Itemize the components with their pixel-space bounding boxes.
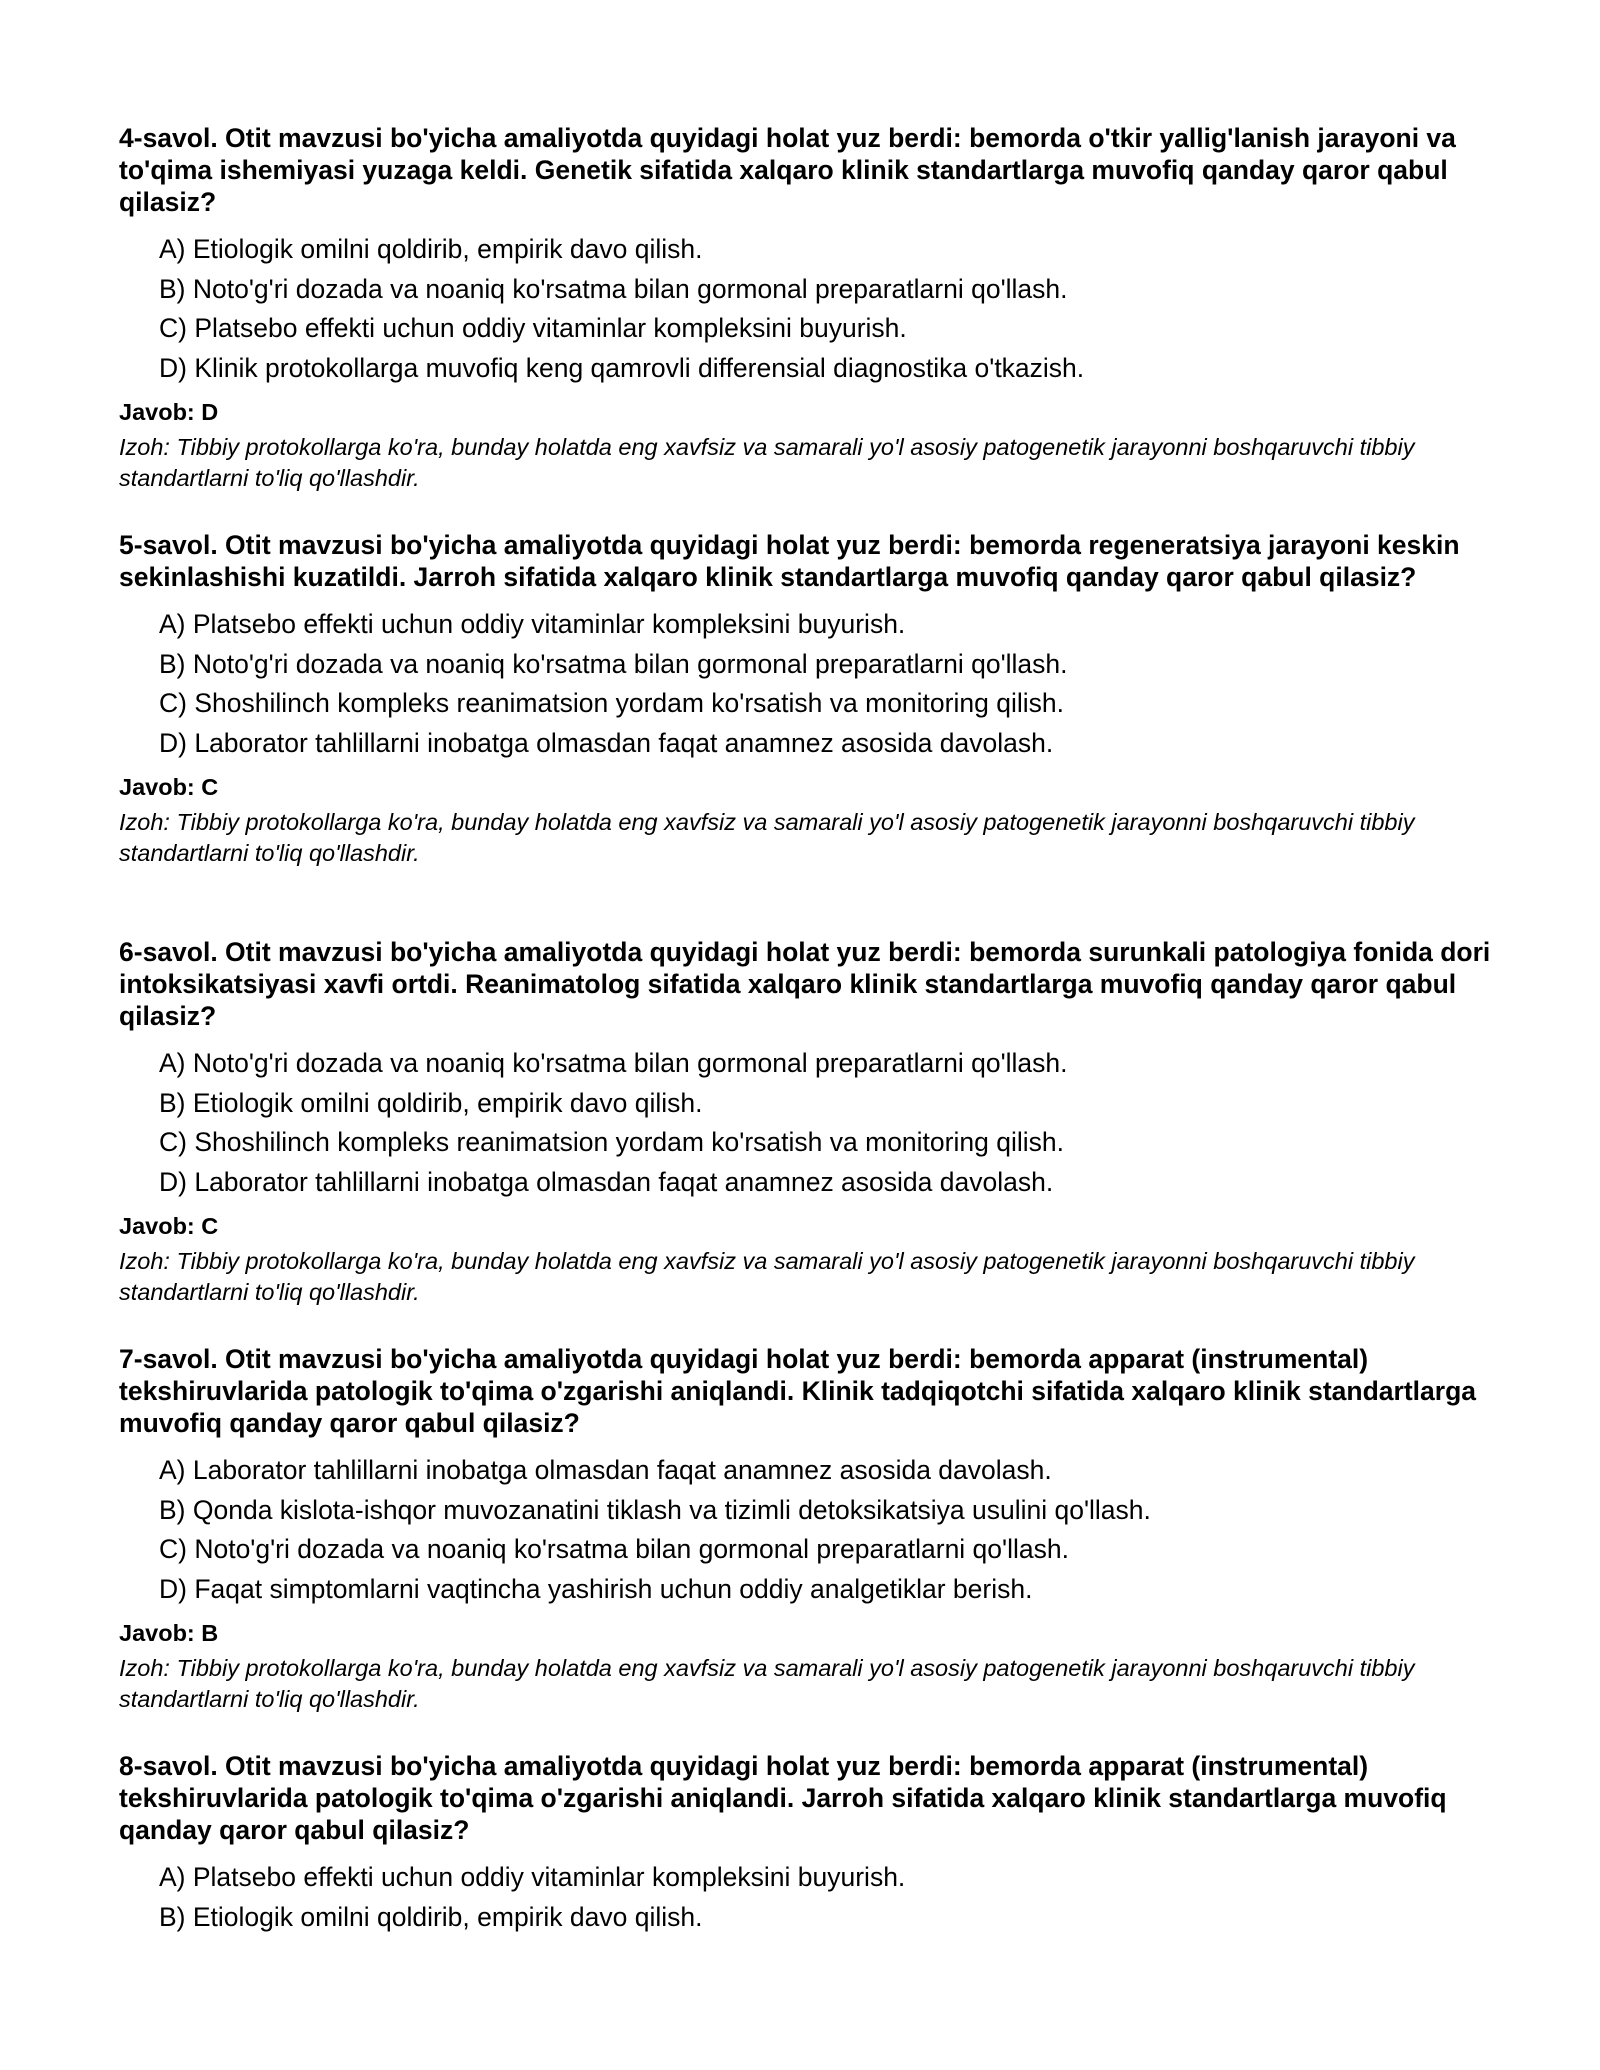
option-b: B) Qonda kislota-ishqor muvozanatini tiklash va tizimli detoksikatsiya usulini qo'llash. [159, 1494, 1151, 1525]
option-list [119, 605, 1499, 763]
option-list [119, 1044, 1499, 1202]
option-a: A) Noto'g'ri dozada va noaniq ko'rsatma bilan gormonal preparatlarni qo'llash. [159, 1048, 1068, 1078]
question-block [119, 936, 1499, 1308]
question-title: 6-savol. Otit mavzusi bo'yicha amaliyotda quyidagi holat yuz berdi: bemorda surunkali patologiya fonida dori intoksikatsiyasi xavfi ortdi. Reanimatolog sifatida xalqaro klinik standartlarga muvofiq qanday qaror qabul qilasiz? [119, 937, 1491, 1031]
option-b: B) Etiologik omilni qoldirib, empirik davo qilish. [159, 1087, 703, 1118]
option-d: D) Faqat simptomlarni vaqtincha yashirish uchun oddiy analgetiklar berish. [159, 1573, 1033, 1604]
option-a: A) Etiologik omilni qoldirib, empirik davo qilish. [159, 234, 703, 264]
option-d: D) Laborator tahlillarni inobatga olmasdan faqat anamnez asosida davolash. [159, 1166, 1054, 1197]
option-b: B) Noto'g'ri dozada va noaniq ko'rsatma bilan gormonal preparatlarni qo'llash. [159, 273, 1068, 304]
option-a: A) Laborator tahlillarni inobatga olmasdan faqat anamnez asosida davolash. [159, 1455, 1052, 1485]
option-c: C) Shoshilinch kompleks reanimatsion yordam ko'rsatish va monitoring qilish. [159, 688, 1064, 718]
question-block [119, 122, 1499, 494]
option-a: A) Platsebo effekti uchun oddiy vitaminlar kompleksini buyurish. [159, 609, 906, 639]
question-title: 4-savol. Otit mavzusi bo'yicha amaliyotda quyidagi holat yuz berdi: bemorda o'tkir yallig'lanish jarayoni va to'qima ishemiyasi yuzaga keldi. Genetik sifatida xalqaro klinik standartlarga muvofiq qanday qaror qabul qilasiz? [119, 123, 1456, 217]
answer-label: Javob: C [119, 774, 219, 800]
question-title: 7-savol. Otit mavzusi bo'yicha amaliyotda quyidagi holat yuz berdi: bemorda apparat (instrumental) tekshiruvlarida patologik to'qima o'zgarishi aniqlandi. Klinik tadqiqotchi sifatida xalqaro klinik standartlarga muvofiq qanday qaror qabul qilasiz? [119, 1344, 1477, 1438]
answer-label: Javob: D [119, 399, 219, 425]
explanation-note: Izoh: Tibbiy protokollarga ko'ra, bunday holatda eng xavfsiz va samarali yo'l asosiy patogenetik jarayonni boshqaruvchi tibbiy standartlarni to'liq qo'llashdir. [119, 434, 1415, 491]
option-d: D) Laborator tahlillarni inobatga olmasdan faqat anamnez asosida davolash. [159, 727, 1054, 758]
option-b: B) Noto'g'ri dozada va noaniq ko'rsatma bilan gormonal preparatlarni qo'llash. [159, 648, 1068, 679]
option-list [119, 1451, 1499, 1609]
question-block [119, 529, 1499, 869]
question-title: 5-savol. Otit mavzusi bo'yicha amaliyotda quyidagi holat yuz berdi: bemorda regeneratsiya jarayoni keskin sekinlashishi kuzatildi. Jarroh sifatida xalqaro klinik standartlarga muvofiq qanday qaror qabul qilasiz? [119, 530, 1460, 592]
explanation-note: Izoh: Tibbiy protokollarga ko'ra, bunday holatda eng xavfsiz va samarali yo'l asosiy patogenetik jarayonni boshqaruvchi tibbiy standartlarni to'liq qo'llashdir. [119, 1655, 1415, 1712]
option-list [119, 1858, 1499, 1937]
option-list [119, 230, 1499, 388]
question-block [119, 1750, 1499, 1937]
answer-label: Javob: B [119, 1620, 219, 1646]
option-b: B) Etiologik omilni qoldirib, empirik davo qilish. [159, 1901, 703, 1932]
option-c: C) Platsebo effekti uchun oddiy vitaminlar kompleksini buyurish. [159, 313, 907, 343]
question-title: 8-savol. Otit mavzusi bo'yicha amaliyotda quyidagi holat yuz berdi: bemorda apparat (instrumental) tekshiruvlarida patologik to'qima o'zgarishi aniqlandi. Jarroh sifatida xalqaro klinik standartlarga muvofiq qanday qaror qabul qilasiz? [119, 1751, 1447, 1845]
answer-label: Javob: C [119, 1213, 219, 1239]
option-a: A) Platsebo effekti uchun oddiy vitaminlar kompleksini buyurish. [159, 1862, 906, 1892]
option-d: D) Klinik protokollarga muvofiq keng qamrovli differensial diagnostika o'tkazish. [159, 352, 1085, 383]
explanation-note: Izoh: Tibbiy protokollarga ko'ra, bunday holatda eng xavfsiz va samarali yo'l asosiy patogenetik jarayonni boshqaruvchi tibbiy standartlarni to'liq qo'llashdir. [119, 1248, 1415, 1305]
explanation-note: Izoh: Tibbiy protokollarga ko'ra, bunday holatda eng xavfsiz va samarali yo'l asosiy patogenetik jarayonni boshqaruvchi tibbiy standartlarni to'liq qo'llashdir. [119, 809, 1415, 866]
question-block [119, 1343, 1499, 1715]
option-c: C) Shoshilinch kompleks reanimatsion yordam ko'rsatish va monitoring qilish. [159, 1127, 1064, 1157]
option-c: C) Noto'g'ri dozada va noaniq ko'rsatma bilan gormonal preparatlarni qo'llash. [159, 1534, 1069, 1564]
